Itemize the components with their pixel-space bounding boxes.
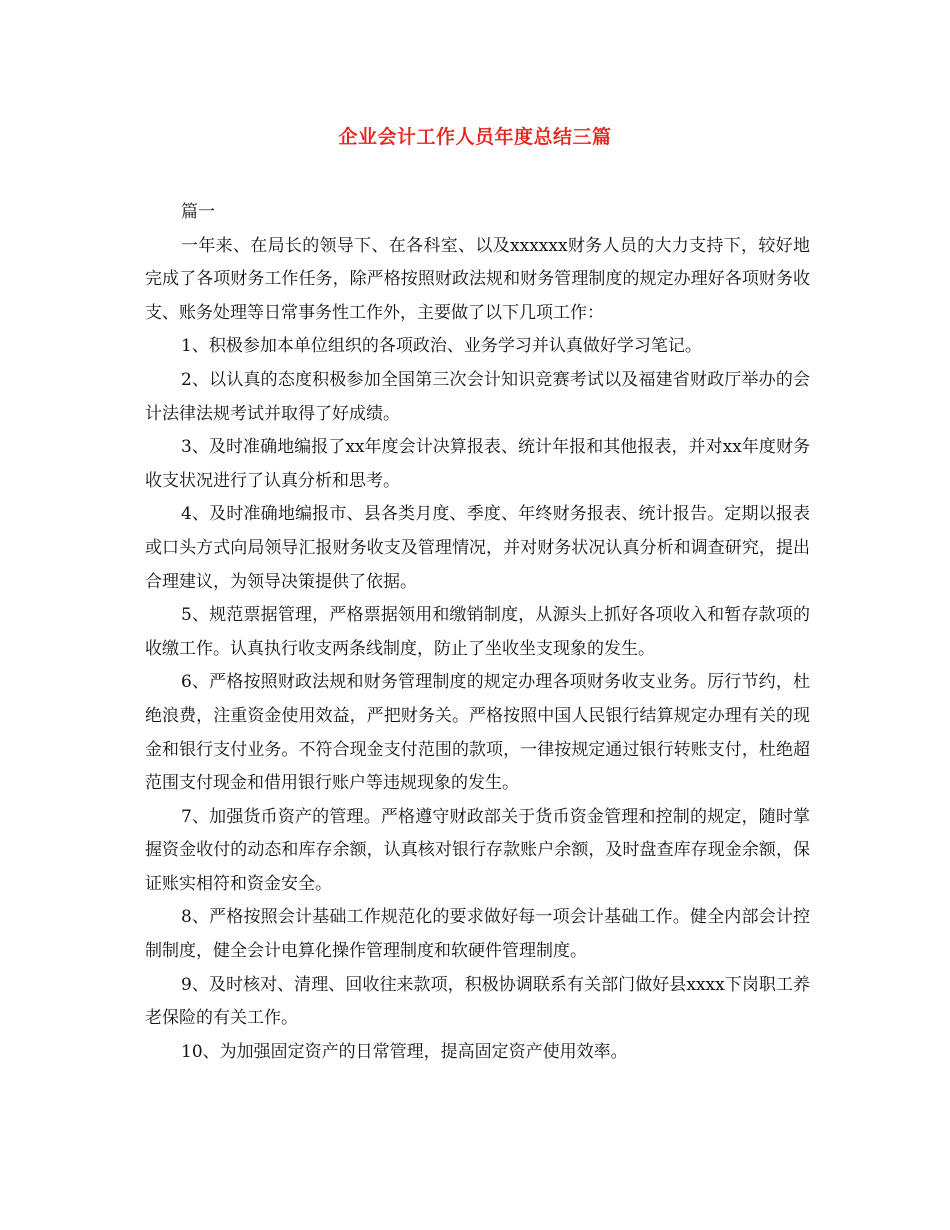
list-item-3: 3、及时准确地编报了xx年度会计决算报表、统计年报和其他报表，并对xx年度财务收支状况进行了认真分析和思考。 [145,437,810,491]
list-item-5: 5、规范票据管理，严格票据领用和缴销制度，从源头上抓好各项收入和暂存款项的收缴工作。认真执行收支两条线制度，防止了坐收坐支现象的发生。 [145,605,810,659]
list-item-9: 9、及时核对、清理、回收往来款项，积极协调联系有关部门做好县xxxx下岗职工养老保险的有关工作。 [145,974,810,1029]
document-title: 企业会计工作人员年度总结三篇 [338,126,612,148]
document-body [145,196,810,1069]
list-item-6: 6、严格按照财政法规和财务管理制度的规定办理各项财务收支业务。厉行节约，杜绝浪费，注重资金使用效益，严把财务关。严格按照中国人民银行结算规定办理有关的现金和银行支付业务。不符合现金支付范围的款项，一律按规定通过银行转账支付，杜绝超范围支付现金和借用银行账户等违规现象的发生。 [145,672,810,794]
list-item-2: 2、以认真的态度积极参加全国第三次会计知识竞赛考试以及福建省财政厅举办的会计法律法规考试并取得了好成绩。 [145,369,810,424]
list-item-10: 10、为加强固定资产的日常管理，提高固定资产使用效率。 [181,1041,628,1062]
list-item-7: 7、加强货币资产的管理。严格遵守财政部关于货币资金管理和控制的规定，随时掌握资金收付的动态和库存余额，认真核对银行存款账户余额，及时盘查库存现金余额，保证账实相符和资金安全。 [145,806,810,894]
list-item-4: 4、及时准确地编报市、县各类月度、季度、年终财务报表、统计报告。定期以报表或口头方式向局领导汇报财务收支及管理情况，并对财务状况认真分析和调查研究，提出合理建议，为领导决策提供了依据。 [145,504,810,592]
list-item-8: 8、严格按照会计基础工作规范化的要求做好每一项会计基础工作。健全内部会计控制制度，健全会计电算化操作管理制度和软硬件管理制度。 [145,907,810,962]
section-heading: 篇一 [181,202,215,222]
intro-paragraph: 一年来、在局长的领导下、在各科室、以及xxxxxx财务人员的大力支持下，较好地完成了各项财务工作任务，除严格按照财政法规和财务管理制度的规定办理好各项财务收支、账务处理等日常事务性工作外，主要做了以下几项工作： [145,235,810,323]
list-item-1: 1、积极参加本单位组织的各项政治、业务学习并认真做好学习笔记。 [181,336,702,357]
